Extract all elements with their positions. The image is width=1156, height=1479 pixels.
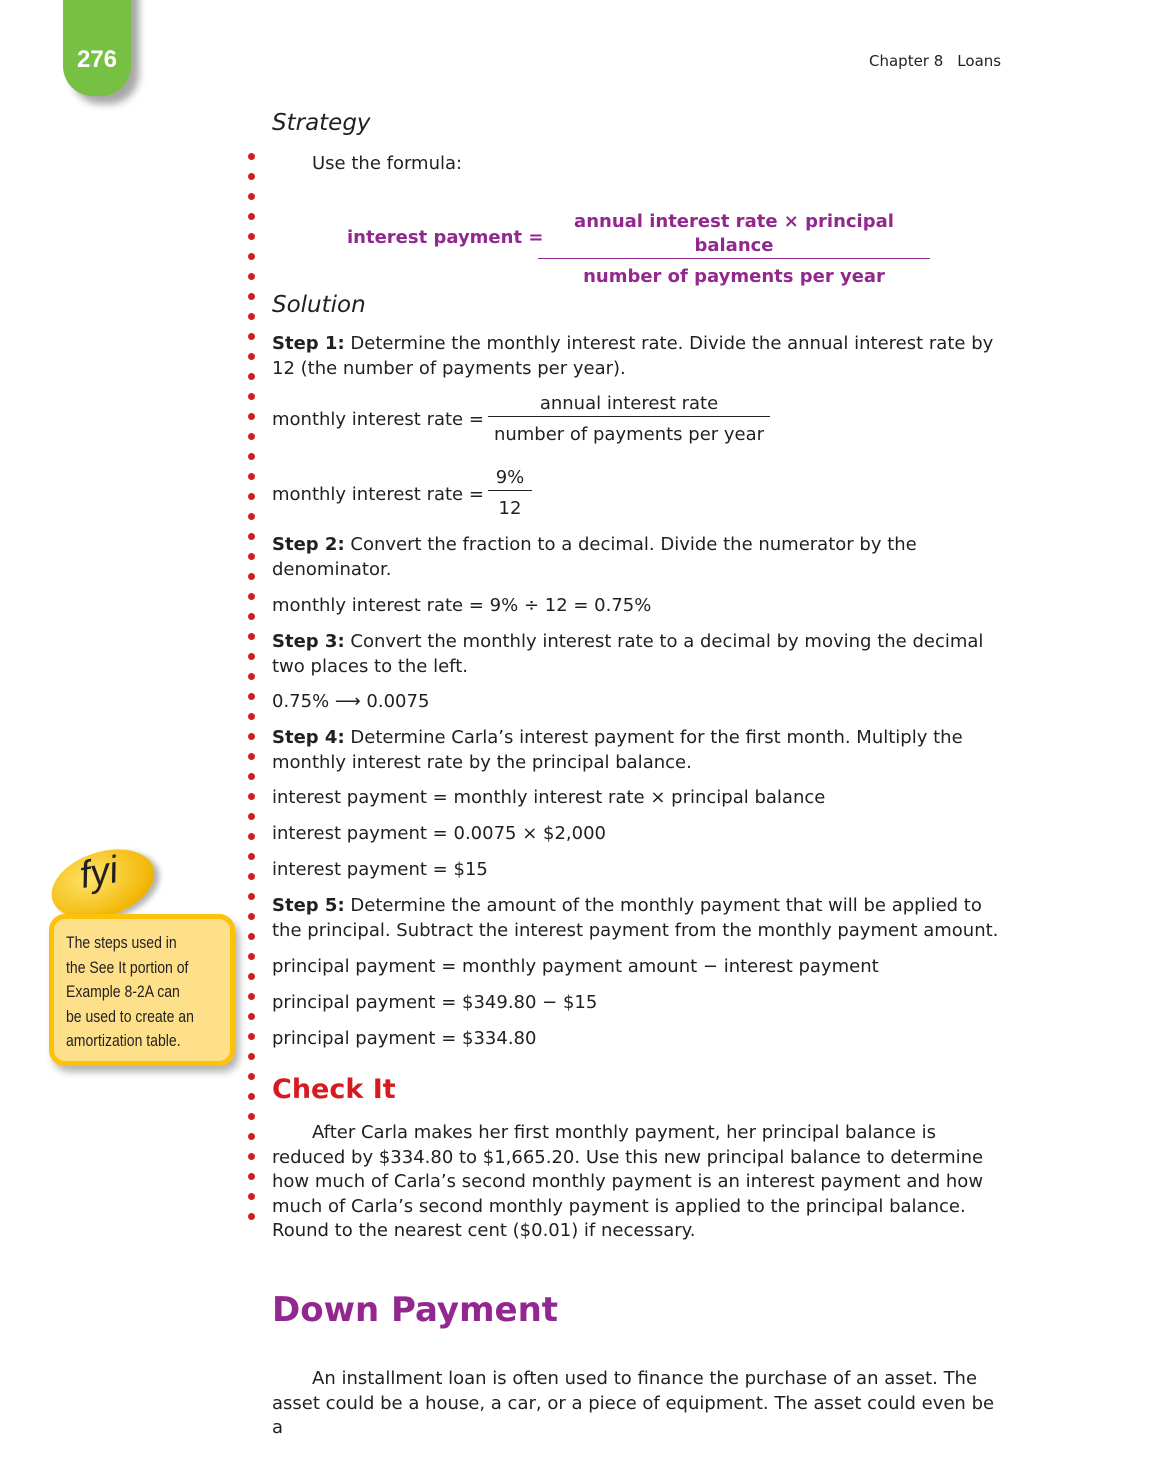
margin-dot xyxy=(248,1053,255,1060)
margin-dot xyxy=(248,673,255,680)
margin-dot xyxy=(248,813,255,820)
solution-heading: Solution xyxy=(272,292,366,318)
formula-fraction xyxy=(538,210,930,289)
chapter-label: Chapter 8 xyxy=(869,52,944,70)
margin-dot xyxy=(248,593,255,600)
margin-dot xyxy=(248,533,255,540)
step2-line2: denominator. xyxy=(272,559,392,580)
margin-dot xyxy=(248,393,255,400)
eq9: principal payment = $349.80 − $15 xyxy=(272,992,598,1013)
margin-dot xyxy=(248,833,255,840)
margin-dot xyxy=(248,433,255,440)
down-payment-heading: Down Payment xyxy=(272,1290,559,1330)
margin-dot xyxy=(248,353,255,360)
margin-dot xyxy=(248,713,255,720)
margin-dot xyxy=(248,273,255,280)
margin-dot xyxy=(248,893,255,900)
fyi-line: The steps used in xyxy=(66,934,177,952)
margin-dot xyxy=(248,573,255,580)
margin-dot xyxy=(248,733,255,740)
margin-dot xyxy=(248,413,255,420)
margin-dot xyxy=(248,153,255,160)
eq10: principal payment = $334.80 xyxy=(272,1028,537,1049)
step1-line2: 12 (the number of payments per year). xyxy=(272,358,626,379)
margin-dot xyxy=(248,953,255,960)
step1-line1: Step 1: Determine the monthly interest rate. Divide the annual interest rate by xyxy=(272,333,994,354)
formula-numerator: annual interest rate × principal balance xyxy=(538,210,930,259)
eq1-lhs: monthly interest rate = xyxy=(272,409,484,430)
eq3: monthly interest rate = 9% ÷ 12 = 0.75% xyxy=(272,595,652,616)
margin-dot xyxy=(248,553,255,560)
fyi-text xyxy=(66,931,194,1054)
fyi-label: fyi xyxy=(76,849,122,897)
margin-dot xyxy=(248,333,255,340)
margin-dot xyxy=(248,513,255,520)
margin-dot xyxy=(248,853,255,860)
margin-dot xyxy=(248,173,255,180)
fyi-box xyxy=(49,914,235,1066)
margin-dot xyxy=(248,233,255,240)
margin-dot xyxy=(248,493,255,500)
margin-dot xyxy=(248,1073,255,1080)
margin-dot xyxy=(248,1193,255,1200)
margin-dot xyxy=(248,1013,255,1020)
strategy-heading: Strategy xyxy=(272,110,371,136)
eq6: interest payment = 0.0075 × $2,000 xyxy=(272,823,606,844)
margin-dot xyxy=(248,1153,255,1160)
down-payment-text: An installment loan is often used to finance the purchase of an asset. The asset could be a house, a car, or a piece of equipment. The asset could even be a xyxy=(272,1368,995,1438)
step2-line1: Step 2: Convert the fraction to a decimal. Divide the numerator by the xyxy=(272,534,917,555)
margin-dot xyxy=(248,1133,255,1140)
margin-dot xyxy=(248,693,255,700)
eq1-fraction xyxy=(488,392,770,447)
check-it-heading: Check It xyxy=(272,1074,396,1105)
margin-dot xyxy=(248,473,255,480)
margin-dot xyxy=(248,993,255,1000)
margin-dot xyxy=(248,373,255,380)
eq1-numerator: annual interest rate xyxy=(488,392,770,417)
step5-line2: the principal. Subtract the interest payment from the monthly payment amount. xyxy=(272,920,999,941)
step3-line2: two places to the left. xyxy=(272,656,468,677)
eq2-lhs: monthly interest rate = xyxy=(272,484,484,505)
fyi-line: Example 8-2A can xyxy=(66,983,180,1001)
formula-lhs: interest payment = xyxy=(347,227,544,248)
margin-dot xyxy=(248,773,255,780)
margin-dot xyxy=(248,293,255,300)
fyi-line: amortization table. xyxy=(66,1032,181,1050)
eq4: 0.75% ⟶ 0.0075 xyxy=(272,691,430,712)
fyi-line: be used to create an xyxy=(66,1007,194,1026)
eq5: interest payment = monthly interest rate × principal balance xyxy=(272,787,826,808)
eq1-denominator: number of payments per year xyxy=(493,424,765,445)
step4-line1: Step 4: Determine Carla’s interest payment for the first month. Multiply the xyxy=(272,727,963,748)
eq2-numerator: 9% xyxy=(488,466,532,491)
running-header xyxy=(869,52,1001,70)
margin-dot xyxy=(248,1213,255,1220)
margin-dot xyxy=(248,1113,255,1120)
margin-dot xyxy=(248,313,255,320)
step4-line2: monthly interest rate by the principal balance. xyxy=(272,752,692,773)
eq2-denominator: 12 xyxy=(498,498,522,519)
margin-dot xyxy=(248,613,255,620)
check-it-text: After Carla makes her first monthly payment, her principal balance is reduced by $334.80 to $1,665.20. Use this new principal balance to determine how much of Carla’s second monthly payment is an interest payment and how much of Carla’s second monthly payment is applied to the principal balance. Round to the nearest cent ($0.01) if necessary. xyxy=(272,1122,984,1241)
margin-dot xyxy=(248,913,255,920)
margin-dot xyxy=(248,213,255,220)
formula-denominator: number of payments per year xyxy=(583,266,885,287)
section-label: Loans xyxy=(957,52,1002,70)
margin-dot xyxy=(248,653,255,660)
margin-dot xyxy=(248,1173,255,1180)
step5-line1: Step 5: Determine the amount of the monthly payment that will be applied to xyxy=(272,895,982,916)
eq7: interest payment = $15 xyxy=(272,859,488,880)
margin-dot xyxy=(248,633,255,640)
margin-dot xyxy=(248,1093,255,1100)
step3-line1: Step 3: Convert the monthly interest rate to a decimal by moving the decimal xyxy=(272,631,984,652)
margin-dot xyxy=(248,193,255,200)
margin-dot xyxy=(248,793,255,800)
page-number: 276 xyxy=(76,46,118,73)
margin-dot xyxy=(248,1033,255,1040)
strategy-intro: Use the formula: xyxy=(312,153,463,174)
margin-dot xyxy=(248,873,255,880)
margin-dot xyxy=(248,933,255,940)
page-number-tab xyxy=(63,0,131,96)
margin-dot xyxy=(248,253,255,260)
margin-dot xyxy=(248,973,255,980)
eq2-fraction xyxy=(488,466,532,521)
margin-dot xyxy=(248,453,255,460)
margin-dot xyxy=(248,753,255,760)
fyi-line: the See It portion of xyxy=(66,958,189,977)
eq8: principal payment = monthly payment amount − interest payment xyxy=(272,956,879,977)
